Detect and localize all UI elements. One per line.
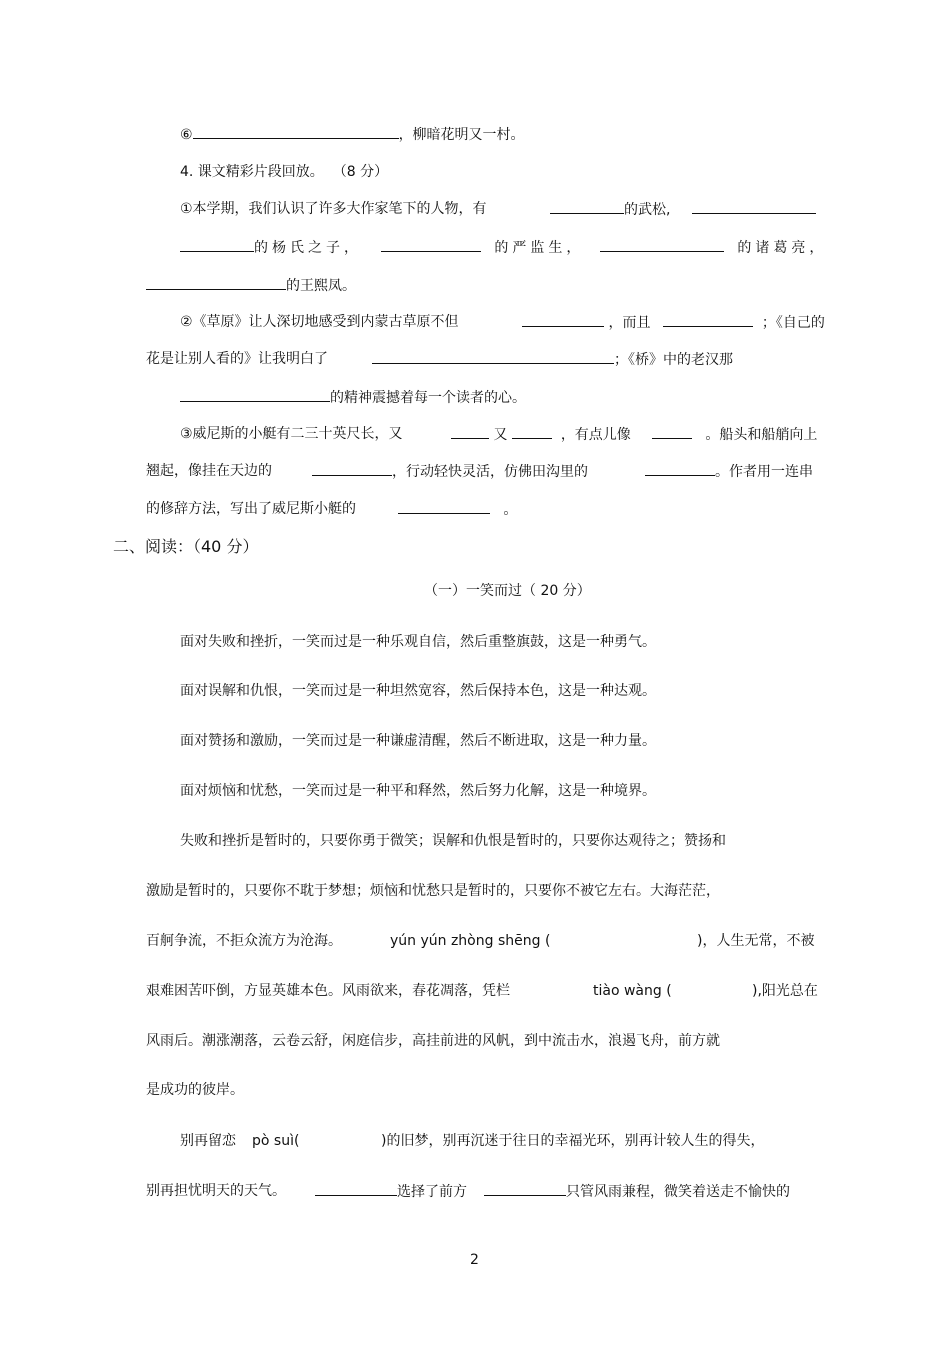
blank-line[interactable] [146, 275, 286, 290]
q4-p1-line3: 的王熙凤。 [146, 275, 356, 295]
blank-line[interactable] [522, 312, 604, 327]
blank-line[interactable] [180, 237, 254, 252]
passage-line: 是成功的彼岸。 [146, 1082, 244, 1098]
blank-line[interactable] [550, 199, 624, 214]
blank-line[interactable] [193, 124, 399, 139]
blank-line[interactable] [312, 461, 392, 476]
passage-line: 激励是暂时的，只要你不耽于梦想；烦恼和忧愁只是暂时的，只要你不被它左右。大海茫茫， [146, 883, 720, 899]
blank-line[interactable] [484, 1181, 566, 1196]
blank-line[interactable] [692, 199, 816, 214]
passage-line: 艰难困苦吓倒，方显英雄本色。风雨欲来，春花凋落，凭栏 [146, 983, 510, 999]
blank-line[interactable] [381, 237, 481, 252]
passage-line: 面对误解和仇恨，一笑而过是一种坦然宽容，然后保持本色，这是一种达观。 [180, 683, 656, 699]
pinyin-blank: yún yún zhòng shēng ( [390, 933, 551, 949]
section-2-heading: 二、阅读：（40 分） [113, 537, 259, 556]
pinyin-blank: tiào wàng ( [593, 983, 672, 999]
page-number: 2 [470, 1252, 479, 1268]
blank-line[interactable] [315, 1181, 397, 1196]
passage-line: 面对赞扬和激励，一笑而过是一种谦虚清醒，然后不断进取，这是一种力量。 [180, 733, 656, 749]
passage-line: 百舸争流，不拒众流方为沧海。 [146, 933, 342, 949]
blank-line[interactable] [600, 237, 724, 252]
passage-line: 面对失败和挫折，一笑而过是一种乐观自信，然后重整旗鼓，这是一种勇气。 [180, 634, 656, 650]
q4-p1-line1: ①本学期，我们认识了许多大作家笔下的人物，有 [180, 201, 487, 217]
q4-p3-line3: 的修辞方法，写出了威尼斯小艇的 [146, 501, 356, 517]
passage-line: 面对烦恼和忧愁，一笑而过是一种平和释然，然后努力化解，这是一种境界。 [180, 783, 656, 799]
pinyin-blank: pò suì( [252, 1133, 300, 1149]
q4-p3-line2: 翘起，像挂在天边的 [146, 463, 272, 479]
blank-line[interactable] [512, 424, 552, 439]
blank-line[interactable] [398, 499, 490, 514]
q4-p2-line2: 花是让别人看的》让我明白了 [146, 351, 328, 367]
passage-line: 风雨后。潮涨潮落，云卷云舒，闲庭信步，高挂前进的风帆，到中流击水，浪遏飞舟，前方就 [146, 1033, 720, 1049]
score: （8 分） [332, 164, 389, 180]
blank-line[interactable] [645, 461, 715, 476]
passage-line: 别再留恋 [180, 1133, 236, 1149]
blank-line[interactable] [451, 424, 489, 439]
blank-line[interactable] [663, 312, 753, 327]
q4-p3-line1: ③威尼斯的小艇有二三十英尺长，又 [180, 426, 403, 442]
q3-item-6: ⑥ ，柳暗花明又一村。 [180, 124, 525, 144]
question-4-heading: 4. 课文精彩片段回放。 （8 分） [180, 164, 389, 180]
item-number: ⑥ [180, 127, 193, 143]
blank-line[interactable] [652, 424, 692, 439]
q4-p2-line3: 的精神震撼着每一个读者的心。 [180, 387, 526, 407]
document-page: ⑥ ，柳暗花明又一村。 4. 课文精彩片段回放。 （8 分） ①本学期，我们认识了许多大作家笔下的人物，有 的武松, 的杨氏之子， 的严监生， 的诸葛亮， 的王熙凤。 ②《草原》让人深切地感受到内蒙古草原不但 ，而且 ；《自己的 花是让别人看的》让我明白了 ；《桥》中的老汉那 的精神震撼着每一个读者的心。 ③威尼斯的小艇有二三十英尺长，又 又 ，有点儿像 。船头和船艄向上 翘起，像挂在天边的 ，行动轻快灵活，仿佛田沟里的 。作者用一连串 的修辞方法，写出了威尼斯小艇的 。 二、阅读：（40 分） （一）一笑而过（ 20 分） 面对失败和挫折，一笑而过是一种乐观自信，然后重整旗鼓，这是一种勇气。 面对误解和仇恨，一笑而过是一种坦然宽容，然后保持本色，这是一种达观。 面对赞扬和激励，一笑而过是一种谦虚清醒，然后不断进取，这是一种力量。 面对烦恼和忧愁，一笑而过是一种平和释然，然后努力化解，这是一种境界。 失败和挫折是暂时的，只要你勇于微笑；误解和仇恨是暂时的，只要你达观待之；赞扬和 激励是暂时的，只要你不耽于梦想；烦恼和忧愁只是暂时的，只要你不被它左右。大海茫茫， 百舸争流，不拒众流方为沧海。 yún yún zhòng shēng ( )，人生无常，不被 艰难困苦吓倒，方显英雄本色。风雨欲来，春花凋落，凭栏 tiào wàng ( ),阳光总在 风雨后。潮涨潮落，云卷云舒，闲庭信步，高挂前进的风帆，到中流击水，浪遏飞舟，前方就 是成功的彼岸。 别再留恋 pò suì( )的旧梦，别再沉迷于往日的幸福光环，别再计较人生的得失， 别再担忧明天的天气。 选择了前方 只管风雨兼程，微笑着送走不愉快的 2 [0, 0, 950, 1345]
blank-line[interactable] [372, 349, 614, 364]
blank-line[interactable] [180, 387, 330, 402]
q4-p1-line2: 的杨氏之子， [180, 237, 362, 257]
passage-title: （一）一笑而过（ 20 分） [424, 583, 591, 599]
passage-line: 别再担忧明天的天气。 [146, 1183, 286, 1199]
q4-p2-line1: ②《草原》让人深切地感受到内蒙古草原不但 [180, 314, 459, 330]
passage-line: 失败和挫折是暂时的，只要你勇于微笑；误解和仇恨是暂时的，只要你达观待之；赞扬和 [180, 833, 726, 849]
